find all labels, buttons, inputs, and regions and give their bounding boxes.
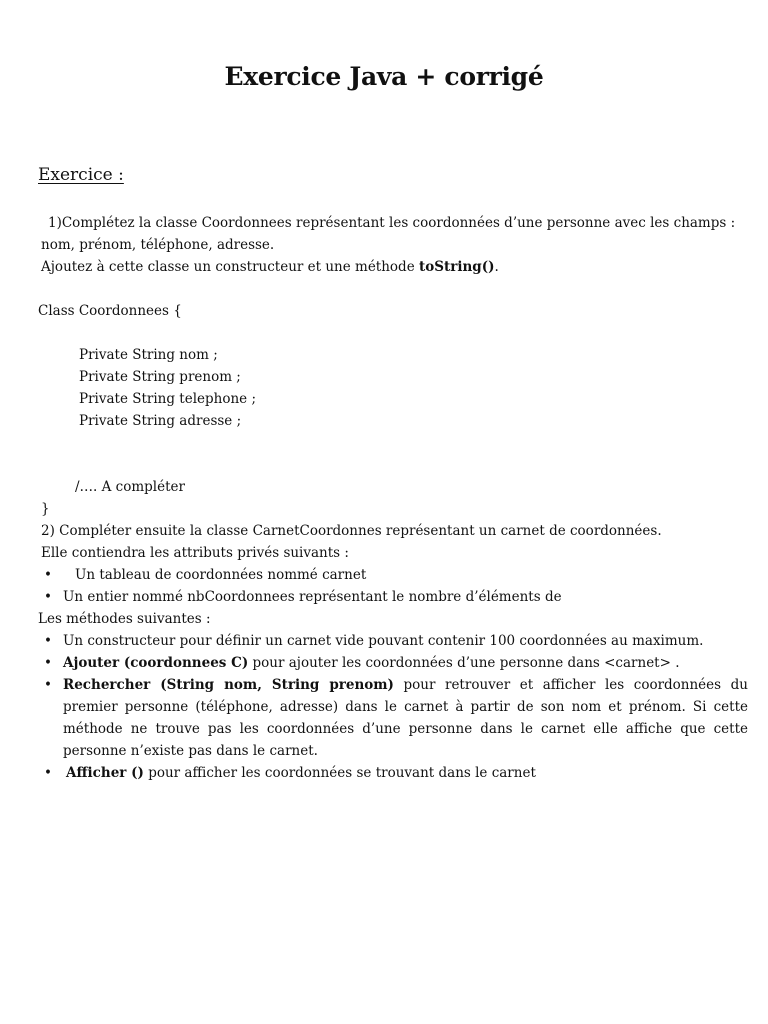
methods-list [38, 630, 748, 784]
page-title: Exercice Java + corrigé [224, 62, 544, 91]
attributes-list [38, 564, 748, 608]
part2-methods-intro: Les méthodes suivantes : [38, 611, 211, 627]
bullet-icon: • [44, 589, 52, 605]
part1-line1: 1)Complétez la classe Coordonnees représentant les coordonnées d’une personne avec les champs : [48, 215, 736, 231]
code-field: Private String adresse ; [79, 413, 242, 429]
bullet-icon: • [44, 765, 52, 781]
bullet-icon: • [44, 677, 52, 693]
code-class-open: Class Coordonnees { [38, 303, 182, 319]
bullet-icon: • [44, 567, 52, 583]
list-item [38, 762, 748, 784]
code-field: Private String telephone ; [79, 391, 257, 407]
method-text: pour retrouver et afficher les coordonnées du premier personne (téléphone, adresse) dans le carnet à partir de son nom et prénom. Si cette méthode ne trouve pas les coordonnées d’une personne dans le carnet elle affiche que cette personne n’existe pas dans le carnet. [63, 677, 748, 759]
method-text: Un constructeur pour définir un carnet vide pouvant contenir 100 coordonnées au maximum. [63, 633, 704, 649]
code-comment: /…. A compléter [75, 479, 185, 495]
section-heading: Exercice : [38, 165, 124, 185]
bullet-icon: • [44, 655, 52, 671]
attribute-text: Un tableau de coordonnées nommé carnet [75, 567, 367, 583]
method-name: Afficher () [66, 765, 144, 781]
list-item [38, 586, 748, 608]
part1-line3 [38, 256, 748, 278]
method-text: pour afficher les coordonnées se trouvant dans le carnet [143, 765, 536, 781]
list-item [38, 674, 748, 762]
list-item [38, 652, 748, 674]
part1-line2: nom, prénom, téléphone, adresse. [41, 237, 275, 253]
attribute-text: Un entier nommé nbCoordonnees représentant le nombre d’éléments de [63, 589, 562, 605]
code-field: Private String prenom ; [79, 369, 241, 385]
document-body [38, 212, 748, 784]
code-field: Private String nom ; [79, 347, 218, 363]
method-name: Rechercher (String nom, String prenom) [63, 677, 394, 693]
method-name: Ajouter (coordonnees C) [63, 655, 249, 671]
part2-intro: 2) Compléter ensuite la classe CarnetCoordonnes représentant un carnet de coordonnées. [41, 523, 662, 539]
tostring-method: toString() [418, 259, 495, 275]
list-item [38, 630, 748, 652]
part1-line3-text: Ajoutez à cette classe un constructeur et une méthode [41, 259, 419, 275]
bullet-icon: • [44, 633, 52, 649]
method-text: pour ajouter les coordonnées d’une personne dans <carnet> . [248, 655, 680, 671]
code-class-close: } [41, 501, 50, 517]
part2-attrs-intro: Elle contiendra les attributs privés suivants : [41, 545, 349, 561]
part1-line3-end: . [494, 259, 499, 275]
list-item [38, 564, 748, 586]
